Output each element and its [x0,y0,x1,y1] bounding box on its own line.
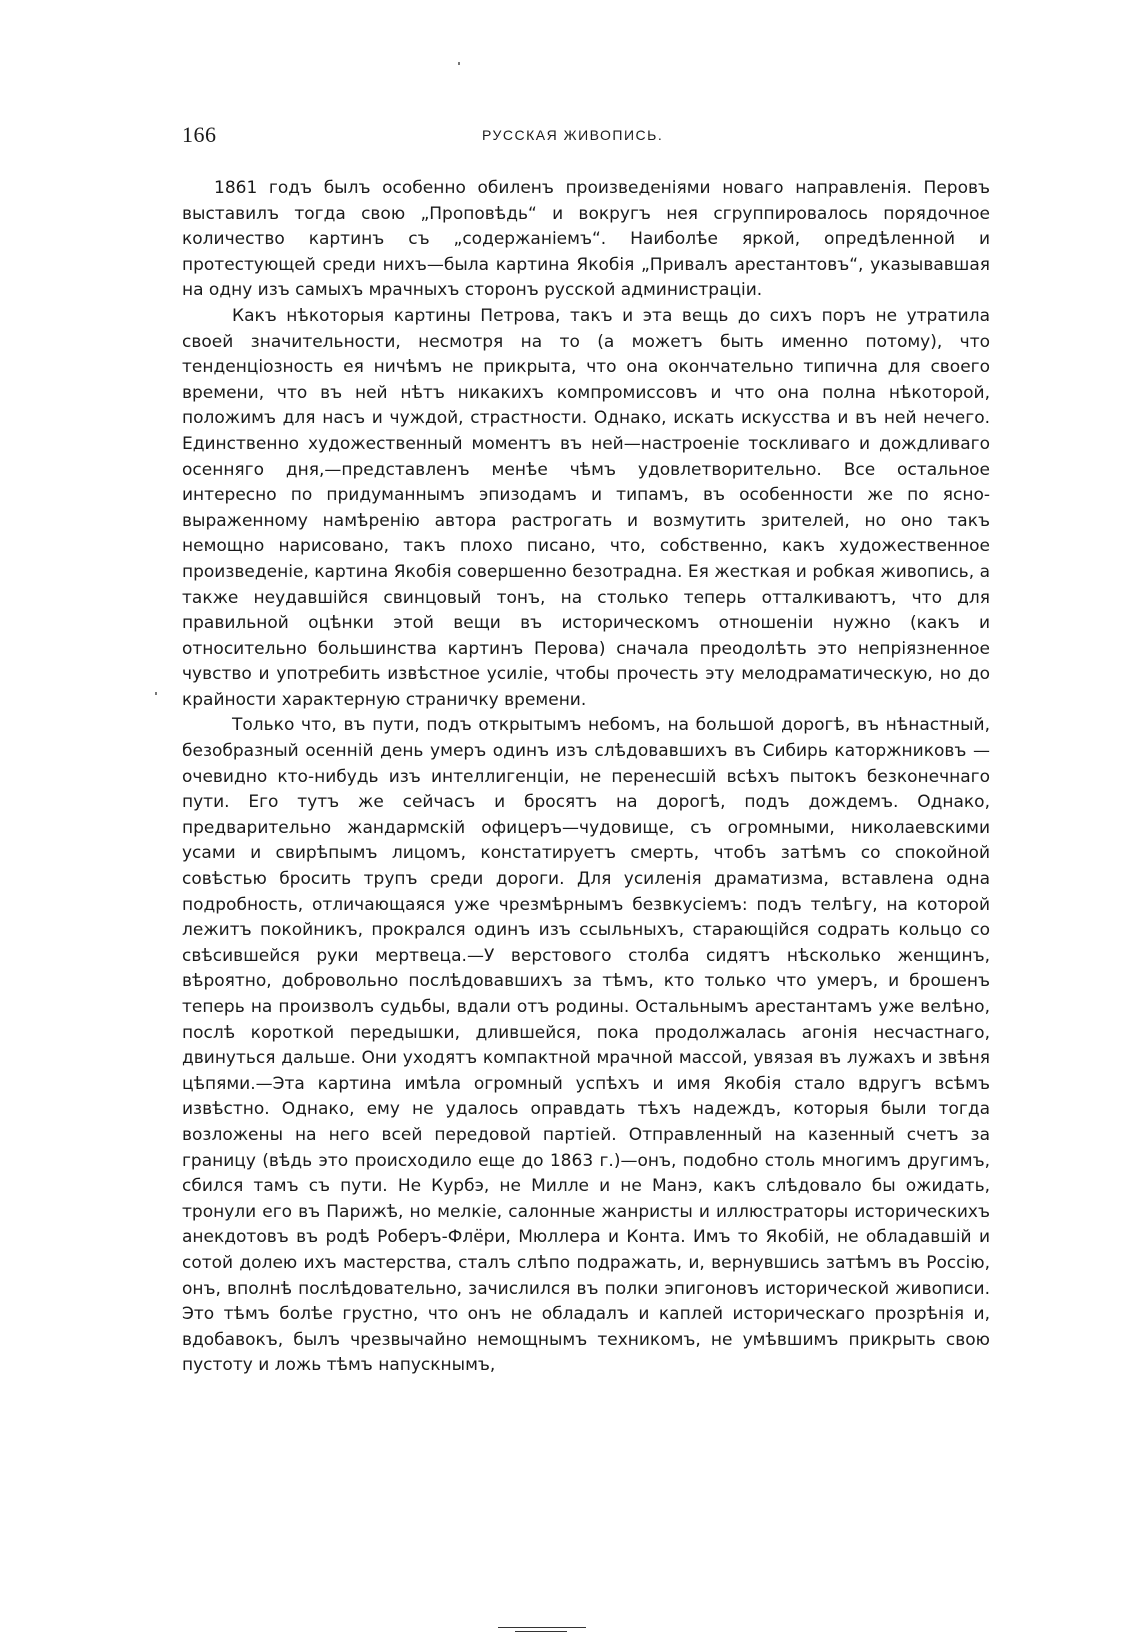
body-text [182,176,990,1379]
footer-rule-short [515,1631,567,1632]
print-speck [155,692,157,695]
paragraph-1: 1861 годъ былъ особенно обиленъ произведеніями новаго направленія. Перовъ выставилъ тогда свою „Проповѣдь“ и вокругъ нея сгруппировалось порядочное количество картинъ съ „содержаніемъ“. Наиболѣе яркой, опредѣленной и протестующей среди нихъ—была картина Якобія „Привалъ арестантовъ“, указывавшая на одну изъ самыхъ мрачныхъ сторонъ русской администраціи. [182,178,990,301]
paragraph-2: Какъ нѣкоторыя картины Петрова, такъ и эта вещь до сихъ поръ не утратила своей значительности, несмотря на то (а можетъ быть именно потому), что тенденціозность ея ничѣмъ не прикрыта, что она окончательно типична для своего времени, что въ ней нѣтъ никакихъ компромиссовъ и что она полна нѣкоторой, положимъ для насъ и чуждой, страстности. Однако, искать искусства и въ ней нечего. Единственно художественный моментъ въ ней—настроеніе тоскливаго и дождливаго осенняго дня,—представленъ менѣе чѣмъ удовлетворительно. Все остальное интересно по придуманнымъ эпизодамъ и типамъ, въ особенности же по ясно-выраженному намѣренію автора растрогать и возмутить зрителей, но оно такъ немощно нарисовано, такъ плохо писано, что, собственно, какъ художественное произведеніе, картина Якобія совершенно безотрадна. Ея жесткая и робкая живопись, а также неудавшійся свинцовый тонъ, на столько теперь отталкиваютъ, что для правильной оцѣнки этой вещи въ историческомъ отношеніи нужно (какъ и относительно большинства картинъ Перова) сначала преодолѣть это непріязненное чувство и употребить извѣстное усиліе, чтобы прочесть эту мелодраматическую, но до крайности характерную страничку времени. [182,305,990,710]
paragraph-3: Только что, въ пути, подъ открытымъ небомъ, на большой дорогѣ, въ нѣнастный, безобразный осенній день умеръ одинъ изъ слѣдовавшихъ въ Сибирь каторжниковъ — очевидно кто-нибудь изъ интеллигенціи, не перенесшій всѣхъ пытокъ безконечнаго пути. Его тутъ же сейчасъ и бросятъ на дорогѣ, подъ дождемъ. Однако, предварительно жандармскій офицеръ—чудовище, съ огромными, николаевскими усами и свирѣпымъ лицомъ, констатируетъ смерть, чтобъ затѣмъ со спокойной совѣстью бросить трупъ среди дороги. Для усиленія драматизма, вставлена одна подробность, отличающаяся уже чрезмѣрнымъ безвкусіемъ: подъ телѣгу, на которой лежитъ покойникъ, прокрался одинъ изъ ссыльныхъ, старающійся содрать кольцо со свѣсившейся руки мертвеца.—У верстового столба сидятъ нѣсколько женщинъ, вѣроятно, добровольно послѣдовавшихъ за тѣмъ, кто только что умеръ, и брошенъ теперь на произволъ судьбы, вдали отъ родины. Остальнымъ арестантамъ уже велѣно, послѣ короткой передышки, длившейся, пока продолжалась агонія несчастнаго, двинуться дальше. Они уходятъ компактной мрачной массой, увязая въ лужахъ и звѣня цѣпями.—Эта картина имѣла огромный успѣхъ и имя Якобія стало вдругъ всѣмъ извѣстно. Однако, ему не удалось оправдать тѣхъ надеждъ, которыя были тогда возложены на него всей передовой партіей. Отправленный на казенный счетъ за границу (вѣдь это происходило еще до 1863 г.)—онъ, подобно столь многимъ другимъ, сбился тамъ съ пути. Не Курбэ, не Милле и не Манэ, какъ слѣдовало бы ожидать, тронули его въ Парижѣ, но мелкіе, салонные жанристы и иллюстраторы историческихъ анекдотовъ въ родѣ Роберъ-Флёри, Мюллера и Конта. Имъ то Якобій, не обладавшій и сотой долею ихъ мастерства, сталъ слѣпо подражать, и, вернувшись затѣмъ въ Россію, онъ, вполнѣ послѣдовательно, зачислился въ полки эпигоновъ исторической живописи. Это тѣмъ болѣе грустно, что онъ не обладалъ и каплей историческаго прозрѣнія и, вдобавокъ, былъ чрезвычайно немощнымъ техникомъ, не умѣвшимъ прикрыть свою пустоту и ложь тѣмъ напускнымъ, [182,715,990,1376]
page-header [182,122,990,152]
page-number: 166 [182,122,217,147]
running-title: РУССКАЯ ЖИВОПИСЬ. [482,127,664,143]
print-speck [458,62,460,65]
footer-rule [498,1627,586,1628]
